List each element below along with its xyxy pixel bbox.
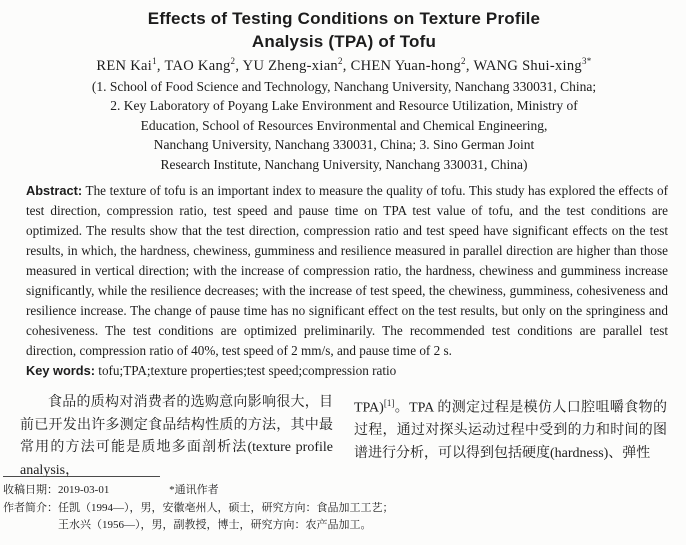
- paper-title-line1: Effects of Testing Conditions on Texture Profile: [147, 9, 541, 28]
- body-left-column: [20, 392, 333, 482]
- affiliation-line: Nanchang University, Nanchang 330031, China; 3. Sino German Joint: [153, 137, 535, 153]
- author-list: [20, 56, 668, 75]
- author-name: WANG Shui-xing: [473, 57, 582, 74]
- body-right-text-post: 。TPA 的测定过程是模仿人口腔咀嚼食物的过程，通过对探头运动过程中受到的力和时间的图谱进行分析，可以得到包括硬度(hardness)、弹性: [354, 400, 667, 461]
- author-affil-mark: 2: [337, 56, 343, 66]
- corresponding-author-note: *通讯作者: [169, 484, 219, 496]
- author-name: CHEN Yuan-hong: [350, 57, 462, 74]
- author-name: REN Kai: [96, 57, 153, 74]
- abstract-text: The texture of tofu is an important index to measure the quality of tofu. This study has explored the effects of test direction, compression ratio, test speed and pause time on TPA test value of tofu, and the test conditions are optimized. The results show that the test direction, compression ratio and test speed have significant effects on the test results, in which, the hardness, chewiness, gumminess and resilience measured in parallel direction are higher than those measured in vertical direction; with the increase of compression ratio, the hardness, chewiness and gumminess increase significantly, while the resilience decreases; with the increase of test speed, the chewiness, gumminess, cohesiveness and resilience increase. The change of pause time has no significant effect on the test results, but only on the springiness and cohesiveness. The test conditions are optimized preliminarily. The recommended test conditions are parallel test direction, compression ratio of 40%, test speed of 2 mm/s, and pause time of 2 s.: [26, 183, 668, 359]
- author-affil-mark: 2: [230, 56, 236, 66]
- author-separator: ,: [156, 57, 165, 74]
- abstract-paragraph: [20, 181, 668, 361]
- keywords-label: Key words:: [26, 363, 95, 379]
- body-right-column: [354, 392, 667, 482]
- author-separator: ,: [465, 57, 474, 74]
- abstract-label: Abstract:: [26, 183, 83, 199]
- author-affil-mark: 1: [152, 56, 157, 66]
- affiliation-line: Education, School of Resources Environmental and Chemical Engineering,: [140, 117, 548, 133]
- footnote-block: [3, 476, 663, 535]
- received-date: 收稿日期：2019-03-01: [3, 484, 110, 496]
- author-name: TAO Kang: [164, 57, 231, 74]
- body-two-columns: [20, 392, 668, 482]
- paper-title-line2: Analysis (TPA) of Tofu: [251, 32, 437, 51]
- keywords-line: [20, 363, 668, 379]
- footnote-divider: [3, 476, 160, 477]
- affiliation-block: [20, 77, 668, 175]
- body-left-paragraph: 食品的质构对消费者的选购意向影响很大，目前已开发出许多测定食品结构性质的方法，其中最常用的方法可能是质地多面剖析法(texture profile analysis，: [20, 395, 333, 478]
- body-right-text-pre: TPA): [354, 400, 384, 416]
- affiliation-line: Research Institute, Nanchang University, Nanchang 330031, China): [160, 156, 528, 172]
- affiliation-line: (1. School of Food Science and Technology, Nanchang University, Nanchang 330031, China;: [91, 78, 597, 94]
- author-bio-line: 王水兴（1956—），男，副教授，博士，研究方向：农产品加工。: [58, 519, 372, 531]
- author-separator: ,: [342, 57, 351, 74]
- author-affil-mark: 3*: [581, 56, 592, 66]
- author-bio-line: 作者简介：任凯（1994—），男，安徽亳州人，硕士，研究方向：食品加工工艺；: [3, 501, 394, 514]
- citation-mark: [1]: [383, 398, 395, 409]
- author-name: YU Zheng-xian: [242, 57, 338, 74]
- author-separator: ,: [235, 57, 243, 74]
- paper-title: [20, 7, 668, 53]
- author-affil-mark: 2: [461, 56, 466, 66]
- affiliation-line: 2. Key Laboratory of Poyang Lake Environment and Resource Utilization, Ministry of: [110, 98, 578, 114]
- keywords-text: tofu;TPA;texture properties;test speed;compression ratio: [98, 363, 397, 379]
- footnote-row: [3, 482, 663, 500]
- body-right-paragraph: [354, 392, 667, 465]
